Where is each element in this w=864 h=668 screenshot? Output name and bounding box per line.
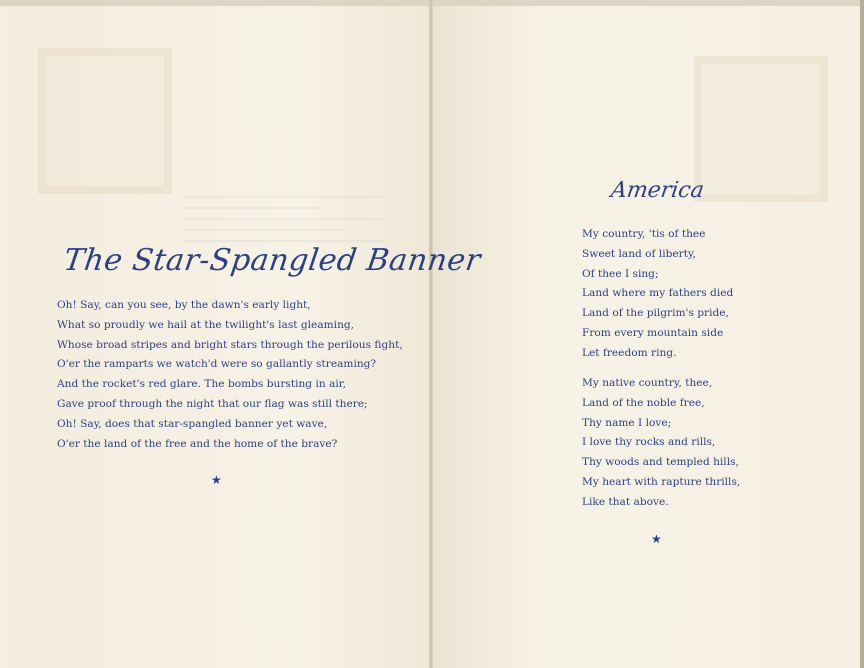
verse-line: Land of the pilgrim's pride, [582,307,729,320]
verse-line: What so proudly we hail at the twilight's last gleaming, [57,318,355,331]
verse-line: Let freedom ring. [582,346,677,359]
verse-line: Sweet land of liberty, [582,247,696,260]
verse-line: Oh! Say, can you see, by the dawn's early light, [57,299,311,311]
verse-line: Gave proof through the night that our flag was still there; [57,397,368,410]
star-ornament-icon: ★ [211,473,222,487]
verse-line: My heart with rapture thrills, [582,475,741,488]
star-ornament-icon: ★ [651,532,662,546]
ghost-frame-right [694,56,828,202]
verse-line: O'er the land of the free and the home of the brave? [57,437,338,450]
verse-line: Of thee I sing; [582,267,659,280]
right-edge [860,0,864,668]
verse-line: Thy name I love; [582,416,672,429]
verse-line: Land where my fathers died [582,287,734,300]
verse-line: From every mountain side [582,326,724,339]
verse-line: I love thy rocks and rills, [582,436,716,449]
america-stanza-2 [582,374,740,513]
america-stanza-1 [582,225,733,364]
verse-line: Land of the noble free, [582,396,705,409]
verse-line: Oh! Say, does that star-spangled banner yet wave, [57,417,328,430]
verse-line: O'er the ramparts we watch'd were so gallantly streaming? [57,358,377,371]
verse-line: My country, 'tis of thee [582,228,706,240]
verse-line: Thy woods and templed hills, [582,456,739,469]
ghost-frame-left [38,48,172,194]
star-spangled-banner-title: The Star-Spangled Banner [61,243,483,278]
star-spangled-banner-verse [57,296,403,454]
verse-line: Like that above. [582,495,669,508]
book-gutter [429,0,433,668]
america-title: America [609,178,706,203]
verse-line: And the rocket's red glare. The bombs bursting in air, [57,378,346,391]
verse-line: Whose broad stripes and bright stars through the perilous fight, [57,338,403,351]
verse-line: My native country, thee, [582,377,713,389]
